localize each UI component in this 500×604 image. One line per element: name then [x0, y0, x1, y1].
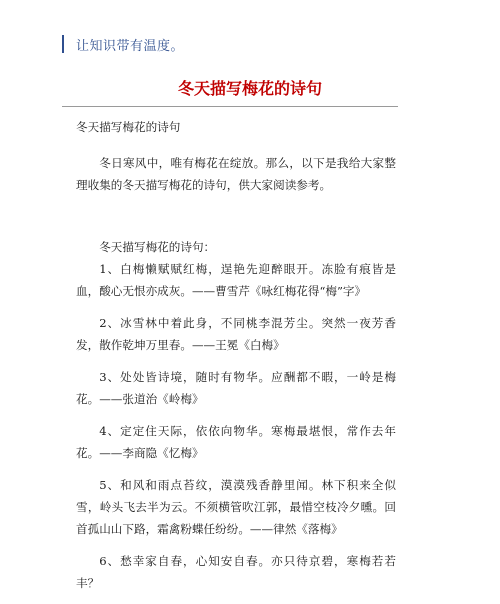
tagline-accent-bar [62, 35, 64, 53]
poem-item: 3、处处皆诗境，随时有物华。应酬都不暇，一岭是梅花。——张道治《岭梅》 [76, 370, 396, 406]
poem-item: 4、定定住天际，依依向物华。寒梅最堪恨，常作去年花。——李商隐《忆梅》 [76, 424, 396, 460]
poem-item: 2、冰雪林中着此身，不同桃李混芳尘。突然一夜芳香发，散作乾坤万里春。——王冕《白梅》 [76, 316, 396, 352]
poem-item: 6、愁幸家自春，心知安自春。亦只待京碧，寒梅若若丰？ [76, 554, 396, 590]
poem-item: 1、白梅懒赋赋红梅，逞艳先迎醉眼开。冻脸有痕皆是血，酸心无恨亦成灰。——曹雪芹《咏红梅花得“梅”字》 [76, 262, 396, 298]
spacer [76, 196, 396, 236]
document-subtitle: 冬天描写梅花的诗句 [76, 120, 181, 134]
list-heading: 冬天描写梅花的诗句： [99, 240, 216, 254]
header-tagline [62, 34, 184, 54]
title-divider [62, 106, 398, 107]
intro-paragraph: 冬日寒风中，唯有梅花在绽放。那么，以下是我给大家整理收集的冬天描写梅花的诗句，供大家阅读参考。 [76, 156, 396, 192]
document-title: 冬天描写梅花的诗句 [177, 79, 322, 98]
tagline-text: 让知识带有温度。 [76, 38, 185, 54]
document-body [76, 116, 396, 604]
poem-item: 5、和风和雨点苔纹，漠漠残香静里闻。林下积来全似雪，岭头飞去半为云。不须横管吹江郭，最惜空枝冷夕曛。回首孤山山下路，霜禽粉蝶任纷纷。——律然《落梅》 [76, 478, 396, 536]
